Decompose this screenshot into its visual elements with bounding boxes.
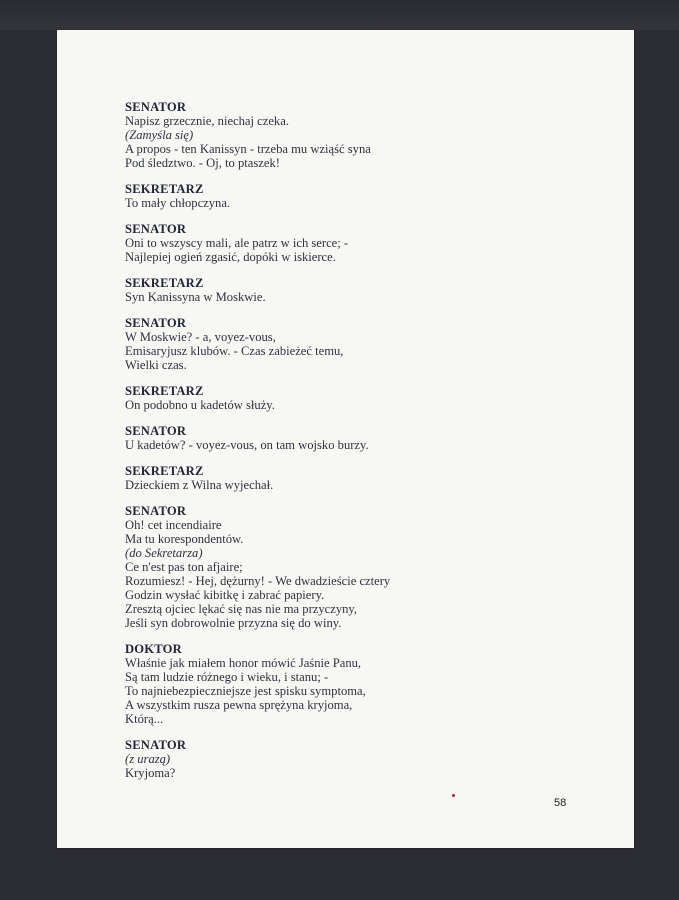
dialogue-line: Zresztą ojciec lękać się nas nie ma przyczyny, [125, 602, 358, 616]
speaker-name: SENATOR [125, 504, 187, 518]
dialogue-block [125, 642, 605, 726]
dialogue-line: Napisz grzecznie, niechaj czeka. [125, 114, 289, 128]
dialogue-block [125, 464, 605, 492]
dialogue-line: Godzin wysłać kibitkę i zabrać papiery. [125, 588, 325, 602]
speaker-name: SENATOR [125, 316, 187, 330]
dialogue-line: U kadetów? - voyez-vous, on tam wojsko burzy. [125, 438, 369, 452]
dialogue-block [125, 738, 605, 780]
stage-direction: (z urazą) [125, 752, 171, 766]
stage-direction: (do Sekretarza) [125, 546, 203, 560]
dialogue-line: W Moskwie? - a, voyez-vous, [125, 330, 276, 344]
dialogue-block [125, 316, 605, 372]
dialogue-line: Ce n'est pas ton afjaire; [125, 560, 243, 574]
dialogue-line: Wielki czas. [125, 358, 187, 372]
dialogue-text [125, 100, 605, 792]
dialogue-line: A wszystkim rusza pewna sprężyna kryjoma, [125, 698, 353, 712]
speaker-name: SENATOR [125, 424, 187, 438]
dialogue-line: Są tam ludzie różnego i wieku, i stanu; - [125, 670, 329, 684]
dialogue-line: Którą... [125, 712, 164, 726]
dialogue-line: Rozumiesz! - Hej, dężurny! - We dwadzieście cztery [125, 574, 391, 588]
dialogue-block [125, 182, 605, 210]
speaker-name: SENATOR [125, 100, 187, 114]
dialogue-line: Jeśli syn dobrowolnie przyzna się do winy. [125, 616, 342, 630]
red-speck [452, 794, 455, 797]
stage-direction: (Zamyśla się) [125, 128, 194, 142]
speaker-name: DOKTOR [125, 642, 182, 656]
dialogue-line: Ma tu korespondentów. [125, 532, 244, 546]
dialogue-line: To najniebezpieczniejsze jest spisku symptoma, [125, 684, 366, 698]
dialogue-line: Oh! cet incendiaire [125, 518, 222, 532]
dialogue-line: Emisaryjusz klubów. - Czas zabieżeć temu, [125, 344, 344, 358]
speaker-name: SEKRETARZ [125, 182, 204, 196]
scan-background [0, 0, 679, 30]
page-number: 58 [554, 797, 567, 809]
speaker-name: SEKRETARZ [125, 276, 204, 290]
dialogue-line: On podobno u kadetów służy. [125, 398, 275, 412]
dialogue-block [125, 504, 605, 630]
dialogue-block [125, 276, 605, 304]
dialogue-line: Oni to wszyscy mali, ale patrz w ich serce; - [125, 236, 349, 250]
dialogue-line: Dzieckiem z Wilna wyjechał. [125, 478, 274, 492]
speaker-name: SENATOR [125, 222, 187, 236]
speaker-name: SEKRETARZ [125, 464, 204, 478]
dialogue-line: Kryjoma? [125, 766, 176, 780]
dialogue-block [125, 424, 605, 452]
dialogue-block [125, 100, 605, 170]
dialogue-block [125, 222, 605, 264]
dialogue-line: Najlepiej ogień zgasić, dopóki w iskierce. [125, 250, 336, 264]
dialogue-line: Syn Kanissyna w Moskwie. [125, 290, 266, 304]
dialogue-line: A propos - ten Kanissyn - trzeba mu wziąść syna [125, 142, 371, 156]
dialogue-line: Właśnie jak miałem honor mówić Jaśnie Panu, [125, 656, 362, 670]
speaker-name: SENATOR [125, 738, 187, 752]
dialogue-line: Pod śledztwo. - Oj, to ptaszek! [125, 156, 280, 170]
dialogue-line: To mały chłopczyna. [125, 196, 231, 210]
document-page [57, 30, 634, 848]
dialogue-block [125, 384, 605, 412]
speaker-name: SEKRETARZ [125, 384, 204, 398]
